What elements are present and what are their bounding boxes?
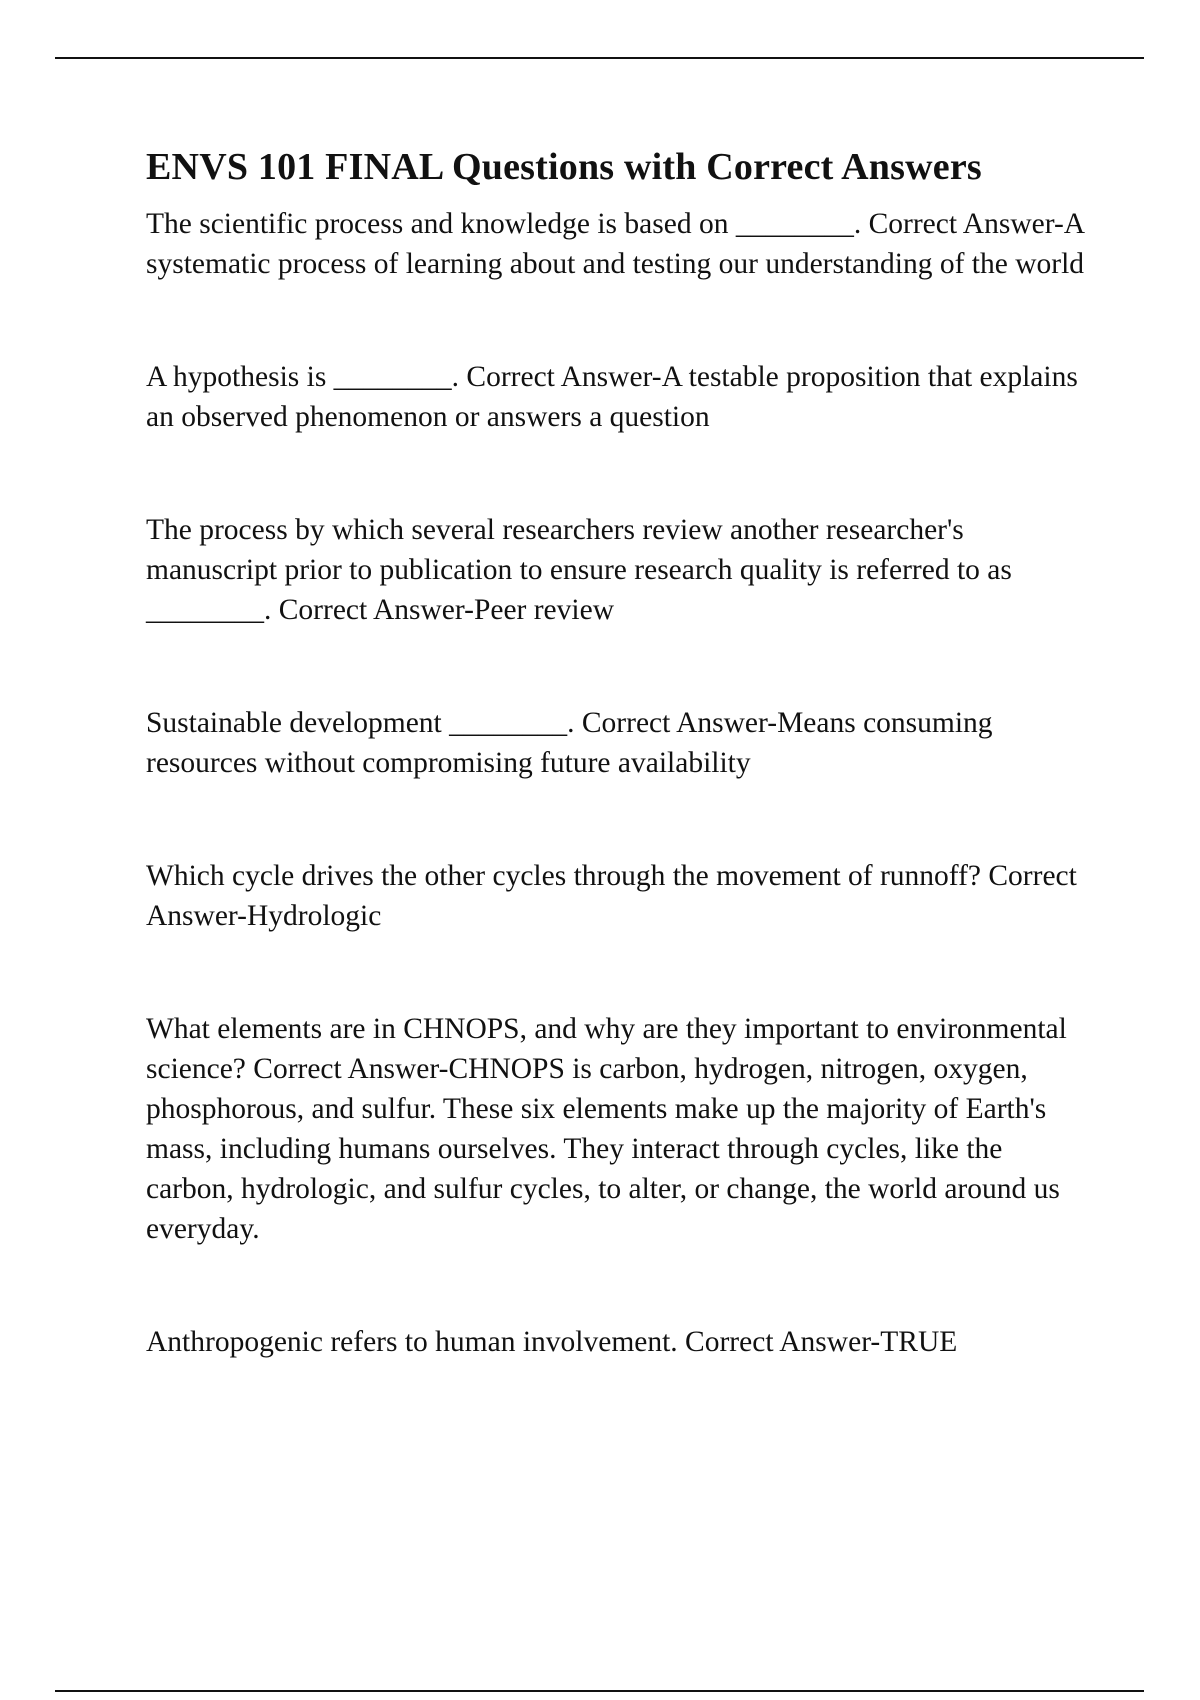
question-answer-2: A hypothesis is ________. Correct Answer-A testable proposition that explains an observed phenomenon or answers a question	[146, 361, 1078, 433]
bottom-divider	[55, 1690, 1144, 1692]
question-answer-3: The process by which several researchers review another researcher's manuscript prior to publication to ensure research quality is referred to as ________. Correct Answer-Peer review	[146, 514, 1012, 626]
question-answer-5: Which cycle drives the other cycles through the movement of runnoff? Correct Answer-Hydrologic	[146, 860, 1077, 932]
question-answer-7: Anthropogenic refers to human involvement. Correct Answer-TRUE	[146, 1326, 958, 1358]
question-answer-1: The scientific process and knowledge is based on ________. Correct Answer-A systematic process of learning about and testing our understanding of the world	[146, 208, 1085, 280]
question-answer-4: Sustainable development ________. Correct Answer-Means consuming resources without compromising future availability	[146, 707, 993, 779]
question-answer-6: What elements are in CHNOPS, and why are they important to environmental science? Correct Answer-CHNOPS is carbon, hydrogen, nitrogen, oxygen, phosphorous, and sulfur. These six elements make up the majority of Earth's mass, including humans ourselves. They interact through cycles, like the carbon, hydrologic, and sulfur cycles, to alter, or change, the world around us everyday.	[146, 1013, 1067, 1245]
document-body	[146, 144, 1096, 1362]
top-divider	[55, 57, 1144, 59]
document-title: ENVS 101 FINAL Questions with Correct Answers	[146, 146, 982, 188]
